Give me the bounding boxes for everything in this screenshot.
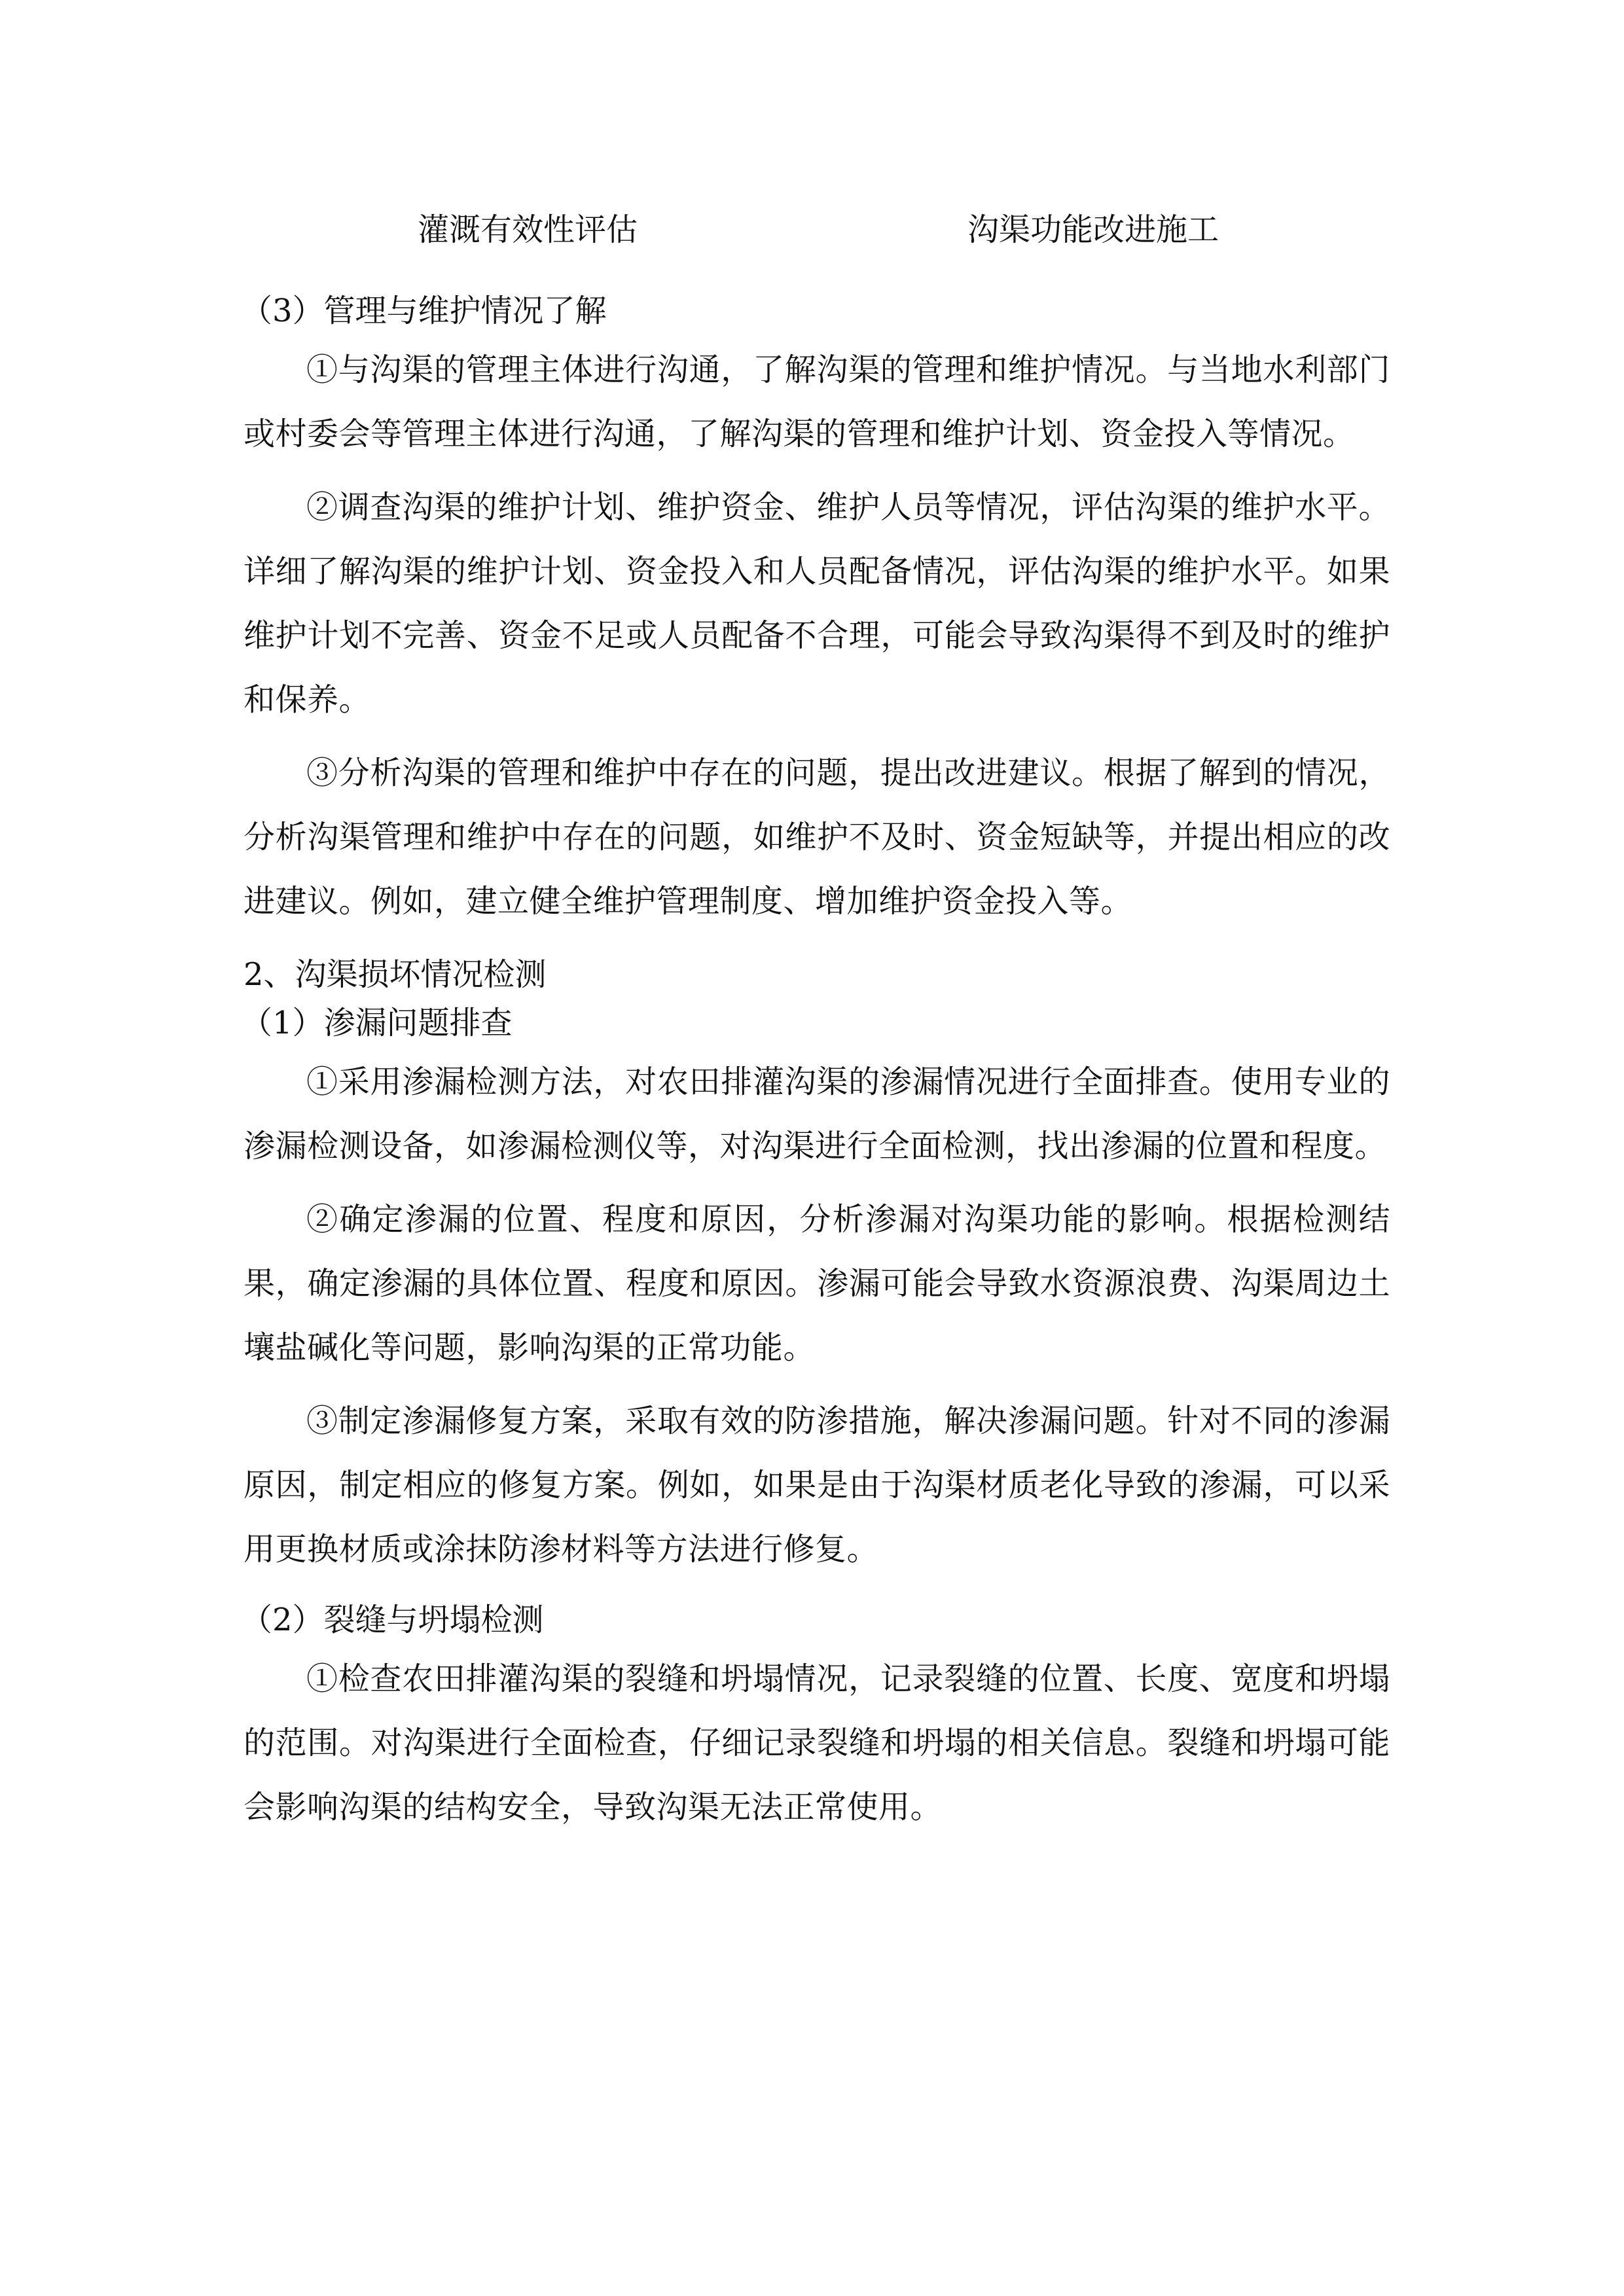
- section-heading-damage-detection: 2、沟渠损坏情况检测: [244, 956, 547, 993]
- caption-irrigation-evaluation: 灌溉有效性评估: [418, 211, 638, 248]
- paragraph: ③制定渗漏修复方案，采取有效的防渗措施，解决渗漏问题。针对不同的渗漏原因，制定相应的修复方案。例如，如果是由于沟渠材质老化导致的渗漏，可以采用更换材质或涂抹防渗材料等方法进行修复。: [244, 1403, 1390, 1568]
- subsection-heading-leakage: （1）渗漏问题排查: [241, 1005, 513, 1041]
- document-body: [241, 288, 1390, 1839]
- subsection-heading-cracks: （2）裂缝与坍塌检测: [241, 1602, 544, 1638]
- section-heading-management: （3）管理与维护情况了解: [241, 293, 607, 329]
- paragraph: ①与沟渠的管理主体进行沟通，了解沟渠的管理和维护情况。与当地水利部门或村委会等管理主体进行沟通，了解沟渠的管理和维护计划、资金投入等情况。: [244, 351, 1390, 452]
- paragraph: ②确定渗漏的位置、程度和原因，分析渗漏对沟渠功能的影响。根据检测结果，确定渗漏的具体位置、程度和原因。渗漏可能会导致水资源浪费、沟渠周边土壤盐碱化等问题，影响沟渠的正常功能。: [244, 1201, 1390, 1366]
- paragraph: ①采用渗漏检测方法，对农田排灌沟渠的渗漏情况进行全面排查。使用专业的渗漏检测设备，如渗漏检测仪等，对沟渠进行全面检测，找出渗漏的位置和程度。: [244, 1064, 1390, 1164]
- paragraph: ②调查沟渠的维护计划、维护资金、维护人员等情况，评估沟渠的维护水平。详细了解沟渠的维护计划、资金投入和人员配备情况，评估沟渠的维护水平。如果维护计划不完善、资金不足或人员配备不合理，可能会导致沟渠得不到及时的维护和保养。: [244, 489, 1390, 718]
- paragraph: ③分析沟渠的管理和维护中存在的问题，提出改进建议。根据了解到的情况，分析沟渠管理和维护中存在的问题，如维护不及时、资金短缺等，并提出相应的改进建议。例如，建立健全维护管理制度、增加维护资金投入等。: [244, 755, 1390, 920]
- paragraph: ①检查农田排灌沟渠的裂缝和坍塌情况，记录裂缝的位置、长度、宽度和坍塌的范围。对沟渠进行全面检查，仔细记录裂缝和坍塌的相关信息。裂缝和坍塌可能会影响沟渠的结构安全，导致沟渠无法正常使用。: [244, 1660, 1390, 1825]
- caption-ditch-improvement: 沟渠功能改进施工: [967, 211, 1219, 248]
